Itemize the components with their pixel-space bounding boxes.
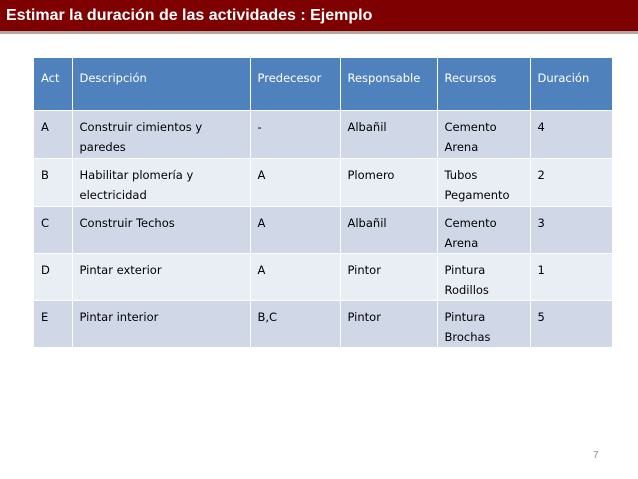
cell-duracion: 2 bbox=[530, 158, 612, 206]
cell-recursos: Pintura Brochas bbox=[437, 300, 530, 347]
cell-act: E bbox=[34, 300, 72, 347]
cell-responsable: Albañil bbox=[340, 110, 437, 158]
table-row bbox=[34, 110, 612, 158]
cell-predecesor: A bbox=[250, 253, 340, 300]
cell-act: C bbox=[34, 206, 72, 253]
cell-responsable: Pintor bbox=[340, 253, 437, 300]
cell-predecesor: - bbox=[250, 110, 340, 158]
cell-descripcion: Pintar interior bbox=[72, 300, 250, 347]
cell-responsable: Albañil bbox=[340, 206, 437, 253]
cell-duracion: 3 bbox=[530, 206, 612, 253]
cell-descripcion: Construir Techos bbox=[72, 206, 250, 253]
cell-responsable: Plomero bbox=[340, 158, 437, 206]
cell-predecesor: A bbox=[250, 158, 340, 206]
title-bar bbox=[0, 0, 638, 34]
slide-title: Estimar la duración de las actividades : Ejemplo bbox=[6, 7, 373, 24]
cell-predecesor: A bbox=[250, 206, 340, 253]
header-descripcion: Descripción bbox=[72, 58, 250, 110]
header-predecesor: Predecesor bbox=[250, 58, 340, 110]
cell-recursos: Cemento Arena bbox=[437, 110, 530, 158]
cell-act: D bbox=[34, 253, 72, 300]
cell-act: A bbox=[34, 110, 72, 158]
table-row bbox=[34, 300, 612, 347]
cell-duracion: 5 bbox=[530, 300, 612, 347]
page-number: 7 bbox=[593, 450, 599, 461]
cell-descripcion: Construir cimientos y paredes bbox=[72, 110, 250, 158]
cell-predecesor: B,C bbox=[250, 300, 340, 347]
table-row bbox=[34, 206, 612, 253]
table-header-row bbox=[34, 58, 612, 110]
cell-act: B bbox=[34, 158, 72, 206]
table-row bbox=[34, 253, 612, 300]
cell-recursos: Pintura Rodillos bbox=[437, 253, 530, 300]
table-row bbox=[34, 158, 612, 206]
header-responsable: Responsable bbox=[340, 58, 437, 110]
header-duracion: Duración bbox=[530, 58, 612, 110]
activities-table bbox=[34, 58, 612, 347]
cell-responsable: Pintor bbox=[340, 300, 437, 347]
cell-descripcion: Habilitar plomería y electricidad bbox=[72, 158, 250, 206]
cell-duracion: 1 bbox=[530, 253, 612, 300]
header-act: Act bbox=[34, 58, 72, 110]
cell-descripcion: Pintar exterior bbox=[72, 253, 250, 300]
cell-recursos: Cemento Arena bbox=[437, 206, 530, 253]
header-recursos: Recursos bbox=[437, 58, 530, 110]
cell-recursos: Tubos Pegamento bbox=[437, 158, 530, 206]
cell-duracion: 4 bbox=[530, 110, 612, 158]
